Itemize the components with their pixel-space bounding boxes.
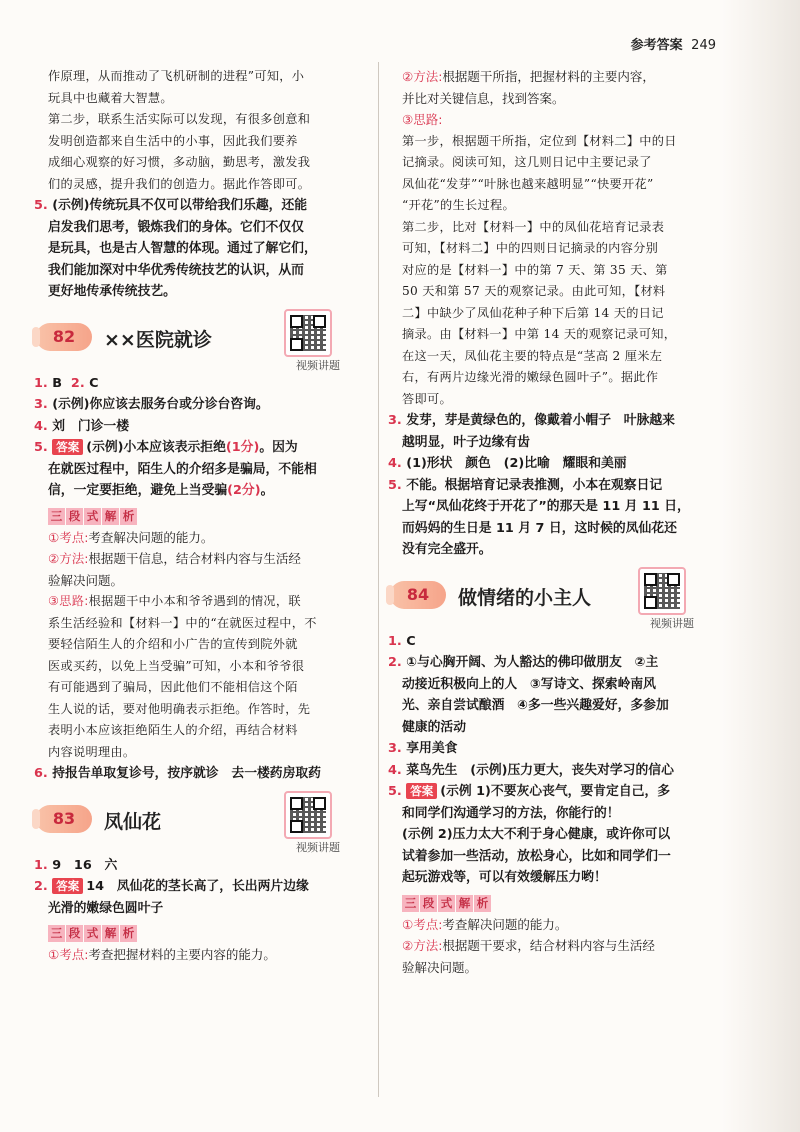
analysis-char: 解 bbox=[102, 925, 119, 942]
answer-text: 信，一定要拒绝，避免上当受骗 bbox=[48, 483, 228, 498]
point-label: ①考点: bbox=[48, 947, 89, 962]
analysis-char: 解 bbox=[456, 895, 473, 912]
analysis-label bbox=[402, 892, 492, 912]
analysis-char: 析 bbox=[120, 925, 137, 942]
text-line: 光滑的嫩绿色圆叶子 bbox=[48, 900, 164, 916]
text-line: 内容说明理由。 bbox=[48, 744, 136, 759]
lesson-number-badge: 84 bbox=[390, 581, 446, 609]
qr-code-icon[interactable] bbox=[638, 567, 686, 615]
answer-text: (示例)你应该去服务台或分诊台咨询。 bbox=[52, 397, 269, 412]
answer-text: C bbox=[406, 633, 416, 649]
lesson-84-analysis bbox=[388, 914, 700, 979]
text-line: 上写“凤仙花终于开花了”的那天是 11 月 11 日， bbox=[402, 499, 690, 514]
text-line: 而妈妈的生日是 11 月 7 日，这时候的凤仙花还 bbox=[402, 520, 677, 536]
text-line: 二】中缺少了凤仙花种子种下后第 14 天的日记 bbox=[402, 305, 664, 320]
score-note: (1分) bbox=[225, 440, 260, 455]
answer-text: B bbox=[52, 375, 62, 391]
text-line: 可知，【材料二】中的四则日记摘录的内容分别 bbox=[402, 241, 659, 255]
point-text: 根据题干信息，结合材料内容与生活经 bbox=[88, 551, 301, 566]
qr-label: 视频讲题 bbox=[296, 840, 340, 854]
answer-number: 5. bbox=[388, 784, 402, 799]
intro-paragraph bbox=[34, 66, 346, 195]
answer-number: 4. bbox=[34, 418, 48, 434]
point-label: ①考点: bbox=[48, 529, 89, 545]
score-note: (2分) bbox=[227, 483, 261, 498]
point-label: ①考点: bbox=[402, 916, 443, 932]
text-line: 有可能遇到了骗局，因此他们不能相信这个陌 bbox=[48, 680, 298, 694]
text-line: 玩具中也藏着大智慧。 bbox=[48, 90, 173, 105]
qr-code-icon[interactable] bbox=[284, 791, 332, 839]
text-line: 作原理，从而推动了飞机研制的进程”可知，小 bbox=[48, 69, 305, 83]
answer-text: 9 16 六 bbox=[52, 857, 118, 873]
answer-number: 5. bbox=[34, 198, 48, 213]
lesson-83-analysis bbox=[34, 944, 346, 966]
text-line: 验解决问题。 bbox=[402, 959, 478, 975]
lesson-82-reasoning bbox=[34, 591, 346, 763]
text-line: 表明小本应该拒绝陌生人的介绍，再结合材料 bbox=[48, 723, 298, 737]
answer-text: 菜鸟先生 (示例)压力更大，丧失对学习的信心 bbox=[406, 762, 674, 778]
text-line: 第一步，根据题干所指，定位到【材料二】中的日 bbox=[402, 133, 677, 148]
analysis-char: 段 bbox=[66, 508, 83, 525]
text-line: 我们能加深对中华优秀传统技艺的认识，从而 bbox=[48, 262, 304, 278]
text-line: 并比对关键信息，找到答案。 bbox=[402, 90, 565, 106]
analysis-char: 式 bbox=[438, 895, 455, 912]
text-line: 起玩游戏等，可以有效缓解压力哟！ bbox=[402, 870, 607, 885]
column-divider bbox=[378, 62, 379, 1097]
answer-text: 。 bbox=[260, 483, 274, 498]
point-text: 考查解决问题的能力。 bbox=[442, 916, 568, 932]
answer-number: 1. bbox=[34, 375, 48, 391]
text-line: 和同学们沟通学习的方法，你能行的！ bbox=[402, 805, 620, 821]
text-line: (示例)传统玩具不仅可以带给我们乐趣，还能 bbox=[52, 198, 308, 213]
text-line: 验解决问题。 bbox=[48, 572, 124, 588]
answer-tag: 答案 bbox=[406, 783, 437, 799]
answer-number: 5. bbox=[388, 477, 402, 493]
text-line: 们的灵感，提升我们的创造力。据此作答即可。 bbox=[48, 176, 311, 191]
page-edge-shadow bbox=[722, 0, 800, 1132]
answer-text: 发芽，芽是黄绿色的，像戴着小帽子 叶脉越来 bbox=[406, 413, 675, 428]
lesson-83-answers bbox=[34, 855, 346, 920]
analysis-char: 析 bbox=[474, 895, 491, 912]
answer-number: 1. bbox=[34, 857, 48, 873]
lesson-83-more-answers bbox=[388, 410, 700, 561]
point-label: ③思路: bbox=[48, 594, 89, 608]
lesson-82-answers bbox=[34, 373, 346, 502]
text-line: 要轻信陌生人的介绍和小广告的宣传到院外就 bbox=[48, 637, 298, 651]
text-line: 凤仙花“发芽”“叶脉也越来越明显”“快要开花” bbox=[402, 176, 654, 191]
text-line: 答即可。 bbox=[402, 391, 452, 406]
text-line: 系生活经验和【材料一】中的“在就医过程中，不 bbox=[48, 615, 317, 630]
analysis-char: 析 bbox=[120, 508, 137, 525]
method-block bbox=[388, 66, 700, 131]
analysis-char: 式 bbox=[84, 925, 101, 942]
analysis-char: 段 bbox=[66, 925, 83, 942]
answer-number: 3. bbox=[34, 397, 48, 412]
answer-tag: 答案 bbox=[52, 878, 83, 894]
point-text: 根据题干要求，结合材料内容与生活经 bbox=[442, 938, 655, 953]
answer-number: 6. bbox=[34, 766, 48, 781]
answer-number: 2. bbox=[70, 375, 85, 391]
point-text: 根据题干所指，把握材料的主要内容， bbox=[442, 69, 655, 84]
lesson-82-header bbox=[34, 309, 346, 371]
text-line: 生人说的话，要对他明确表示拒绝。作答时，先 bbox=[48, 701, 311, 716]
text-line: 50 天和第 57 天的观察记录。由此可知，【材料 bbox=[402, 284, 666, 298]
answer-number: 1. bbox=[388, 633, 402, 649]
qr-code-icon[interactable] bbox=[284, 309, 332, 357]
point-text: 根据题干中小本和爷爷遇到的情况，联 bbox=[88, 594, 301, 608]
answer-text: 不能。根据培育记录表推测，小本在观察日记 bbox=[406, 477, 663, 493]
analysis-char: 式 bbox=[84, 508, 101, 525]
answer-number: 4. bbox=[388, 456, 402, 471]
text-line: 对应的是【材料一】中的第 7 天、第 35 天、第 bbox=[402, 262, 668, 277]
page-number: 249 bbox=[691, 38, 716, 53]
lesson-number-badge: 83 bbox=[36, 805, 92, 833]
text-line: 健康的活动 bbox=[402, 719, 466, 735]
analysis-char: 三 bbox=[48, 925, 65, 942]
lesson-title: 凤仙花 bbox=[104, 810, 162, 833]
answer-text: C bbox=[89, 375, 99, 391]
point-label: ③思路: bbox=[402, 112, 443, 127]
text-line: 右，有两片边缘光滑的嫩绿色圆叶子”。据此作 bbox=[402, 370, 659, 384]
answer-number: 4. bbox=[388, 762, 402, 778]
point-label: ②方法: bbox=[402, 69, 443, 84]
text-line: 越明显，叶子边缘有齿 bbox=[402, 434, 530, 450]
text-line: 更好地传承传统技艺。 bbox=[48, 284, 176, 299]
lesson-83-header bbox=[34, 791, 346, 853]
answer-tag: 答案 bbox=[52, 439, 83, 455]
text-line: “开花”的生长过程。 bbox=[402, 198, 515, 212]
lesson-title: 做情绪的小主人 bbox=[458, 586, 592, 609]
analysis-char: 解 bbox=[102, 508, 119, 525]
text-line: 发明创造都来自生活中的小事，因此我们要养 bbox=[48, 133, 298, 148]
answer-text: ①与心胸开阔、为人豁达的佛印做朋友 ②主 bbox=[406, 655, 659, 670]
text-line: 启发我们思考，锻炼我们的身体。它们不仅仅 bbox=[48, 219, 304, 235]
answer-text: 享用美食 bbox=[406, 741, 458, 756]
lesson-number-badge: 82 bbox=[36, 323, 92, 351]
text-line: 试着参加一些活动，放松身心，比如和同学们一 bbox=[402, 848, 671, 864]
text-line: (示例 2)压力太大不利于身心健康，或许你可以 bbox=[402, 827, 671, 842]
point-label: ②方法: bbox=[48, 551, 89, 566]
answer-number: 5. bbox=[34, 440, 48, 455]
answer-text: 。因为 bbox=[259, 440, 298, 455]
analysis-char: 三 bbox=[48, 508, 65, 525]
point-label: ②方法: bbox=[402, 938, 443, 953]
text-line: 记摘录。阅读可知，这几则日记中主要记录了 bbox=[402, 155, 652, 169]
answer-text: (示例)小本应该表示拒绝 bbox=[86, 440, 226, 455]
lesson-84-answers bbox=[388, 631, 700, 889]
left-column bbox=[34, 66, 346, 966]
qr-label: 视频讲题 bbox=[296, 358, 340, 372]
lesson-title: ××医院就诊 bbox=[104, 328, 212, 351]
text-line: 医或买药，以免上当受骗”可知，小本和爷爷很 bbox=[48, 658, 305, 673]
page-header bbox=[631, 34, 716, 53]
header-title: 参考答案 bbox=[630, 38, 683, 53]
analysis-char: 段 bbox=[420, 895, 437, 912]
answer-text: (1)形状 颜色 (2)比喻 耀眼和美丽 bbox=[406, 456, 627, 471]
lesson-84-header bbox=[388, 567, 700, 629]
text-line: 成细心观察的好习惯，多动脑，勤思考，激发我 bbox=[48, 155, 311, 169]
analysis-char: 三 bbox=[402, 895, 419, 912]
text-line: 摘录。由【材料一】中第 14 天的观察记录可知， bbox=[402, 327, 677, 341]
answer-5 bbox=[34, 195, 346, 303]
answer-number: 3. bbox=[388, 413, 402, 428]
text-line: 第二步，联系生活实际可以发现，有很多创意和 bbox=[48, 112, 311, 126]
qr-label: 视频讲题 bbox=[650, 616, 694, 630]
answer-text: 持报告单取复诊号，按序就诊 去一楼药房取药 bbox=[52, 766, 321, 781]
lesson-82-analysis bbox=[34, 527, 346, 592]
text-line: 光、亲自尝试酿酒 ④多一些兴趣爱好，多参加 bbox=[402, 698, 669, 713]
answer-6 bbox=[34, 763, 346, 785]
text-line: 没有完全盛开。 bbox=[402, 542, 492, 557]
answer-text: (示例 1)不要灰心丧气，要肯定自己，多 bbox=[440, 784, 671, 799]
text-line: 是玩具，也是古人智慧的体现。通过了解它们， bbox=[48, 241, 317, 256]
text-line: 在就医过程中，陌生人的介绍多是骗局，不能相 bbox=[48, 461, 317, 477]
answer-number: 2. bbox=[388, 655, 402, 670]
point-text: 考查解决问题的能力。 bbox=[88, 529, 214, 545]
text-line: 第二步，比对【材料一】中的凤仙花培育记录表 bbox=[402, 219, 665, 234]
analysis-label bbox=[48, 922, 138, 942]
answer-text: 刘 门诊一楼 bbox=[52, 418, 130, 434]
answer-number: 2. bbox=[34, 879, 48, 894]
right-column bbox=[388, 66, 700, 978]
analysis-label bbox=[48, 505, 138, 525]
answer-number: 3. bbox=[388, 741, 402, 756]
text-line: 动接近积极向上的人 ③写诗文、探索岭南风 bbox=[402, 676, 656, 692]
reasoning-block bbox=[388, 131, 700, 411]
point-text: 考查把握材料的主要内容的能力。 bbox=[88, 947, 276, 962]
answer-text: 14 凤仙花的茎长高了，长出两片边缘 bbox=[86, 879, 309, 894]
text-line: 在这一天，凤仙花主要的特点是“茎高 2 厘米左 bbox=[402, 348, 663, 363]
